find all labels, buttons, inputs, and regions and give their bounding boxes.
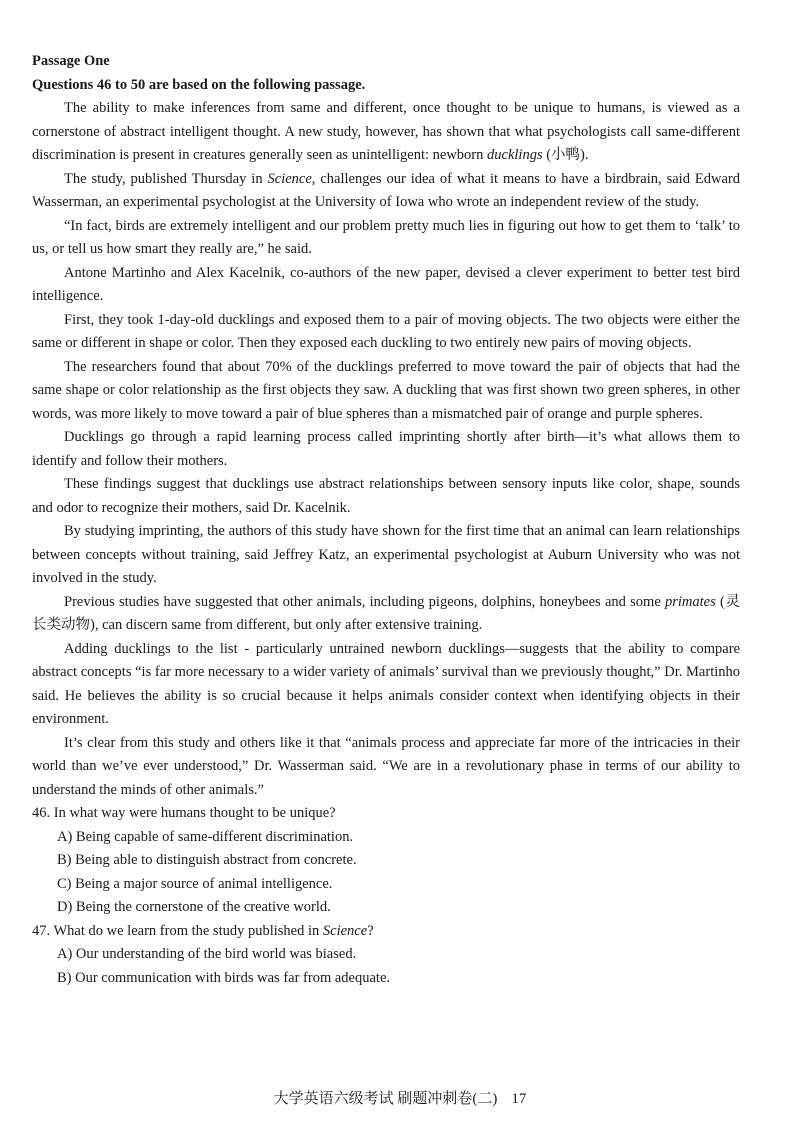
passage-paragraph xyxy=(32,309,740,356)
italic-term: primates xyxy=(665,593,716,610)
italic-term: Science xyxy=(267,170,312,187)
text-run: What do we learn from the study published in xyxy=(53,922,323,939)
answer-option: C) Being a major source of animal intelligence. xyxy=(57,875,333,892)
text-run: It’s clear from this study and others like it that “animals process and appreciate far more of the intricacies in their world than we’ve ever understood,” Dr. Wasserman said. “We are in a revolutionary phase in terms of our ability to understand the minds of other animals.” xyxy=(32,734,740,798)
question-list xyxy=(32,802,740,990)
text-run: These findings suggest that ducklings use abstract relationships between sensory inputs like color, shape, sounds and odor to recognize their mothers, said Dr. Kacelnik. xyxy=(32,476,740,516)
passage-paragraph xyxy=(32,473,740,520)
text-run: Antone Martinho and Alex Kacelnik, co-authors of the new paper, devised a clever experiment to better test bird intelligence. xyxy=(32,264,740,304)
text-run: ? xyxy=(367,922,374,939)
answer-option: B) Our communication with birds was far from adequate. xyxy=(57,969,391,986)
text-run: The ability to make inferences from same and different, once thought to be unique to humans, is viewed as a cornerstone of abstract intelligent thought. A new study, however, has shown that what psychologists call same-different discrimination is present in creatures generally seen as unintelligent: newborn xyxy=(32,100,740,163)
page-number: 17 xyxy=(511,1091,527,1107)
passage-paragraph xyxy=(32,520,740,591)
text-run: The study, published Thursday in xyxy=(64,170,268,187)
italic-term: Science xyxy=(322,922,368,939)
text-run: By studying imprinting, the authors of this study have shown for the first time that an animal can learn relationships between concepts without training, said Jeffrey Katz, an experimental psychologist at Auburn University who was not involved in the study. xyxy=(32,523,740,586)
text-run: Ducklings go through a rapid learning process called imprinting shortly after birth—it’s what allows them to identify and follow their mothers. xyxy=(32,429,740,469)
passage-paragraph xyxy=(32,262,740,309)
passage-body xyxy=(32,97,740,802)
passage-paragraph xyxy=(32,732,740,803)
question-number: 47. xyxy=(32,922,51,939)
answer-option: D) Being the cornerstone of the creative world. xyxy=(57,899,331,915)
question-stem xyxy=(32,802,740,826)
passage-paragraph xyxy=(32,426,740,473)
text-run: In what way were humans thought to be unique? xyxy=(53,805,336,821)
answer-option: A) Being capable of same-different discrimination. xyxy=(57,828,354,845)
page-footer xyxy=(0,1088,800,1110)
text-run: , challenges our idea of what it means to have a birdbrain, said Edward Wasserman, an experimental psychologist at the University of Iowa who wrote an independent review of the study. xyxy=(32,170,740,210)
answer-option: A) Our understanding of the bird world was biased. xyxy=(57,946,357,962)
passage-paragraph xyxy=(32,97,740,168)
question-stem xyxy=(32,920,740,944)
exam-page xyxy=(32,50,740,990)
passage-heading: Passage One xyxy=(32,53,110,69)
text-run: (灵长类动物), can discern same from different, but only after extensive training. xyxy=(32,593,740,633)
italic-term: ducklings xyxy=(487,147,543,163)
passage-paragraph xyxy=(32,168,740,215)
text-run: The researchers found that about 70% of the ducklings preferred to move toward the pair of objects that had the same shape or color relationship as the first objects they saw. A duckling that was first shown two green spheres, in other words, was more likely to move toward a pair of blue spheres than a mismatched pair of orange and purple spheres. xyxy=(32,358,740,422)
text-run: (小鸭). xyxy=(542,147,589,163)
footer-title: 大学英语六级考试 刷题冲刺卷(二) xyxy=(273,1091,498,1107)
text-run: Adding ducklings to the list - particularly untrained newborn ducklings—suggests that the ability to compare abstract concepts “is far more necessary to a wider variety of animals’ survival than we previously thought,” Dr. Martinho said. He believes the ability is so crucial because it helps animals consider context when identifying objects in their environment. xyxy=(32,640,740,727)
passage-instruction: Questions 46 to 50 are based on the following passage. xyxy=(32,76,366,93)
text-run: “In fact, birds are extremely intelligent and our problem pretty much lies in figuring out how to get them to ‘talk’ to us, or tell us how smart they really are,” he said. xyxy=(32,217,740,257)
passage-paragraph xyxy=(32,356,740,427)
question-number: 46. xyxy=(32,805,51,821)
text-run: First, they took 1-day-old ducklings and exposed them to a pair of moving objects. The two objects were either the same or different in shape or color. Then they exposed each duckling to two entirely new pairs of moving objects. xyxy=(32,311,740,351)
text-run: Previous studies have suggested that other animals, including pigeons, dolphins, honeybees and some xyxy=(64,593,666,610)
passage-paragraph xyxy=(32,215,740,262)
answer-option: B) Being able to distinguish abstract from concrete. xyxy=(57,852,357,868)
passage-paragraph xyxy=(32,591,740,638)
passage-paragraph xyxy=(32,638,740,732)
